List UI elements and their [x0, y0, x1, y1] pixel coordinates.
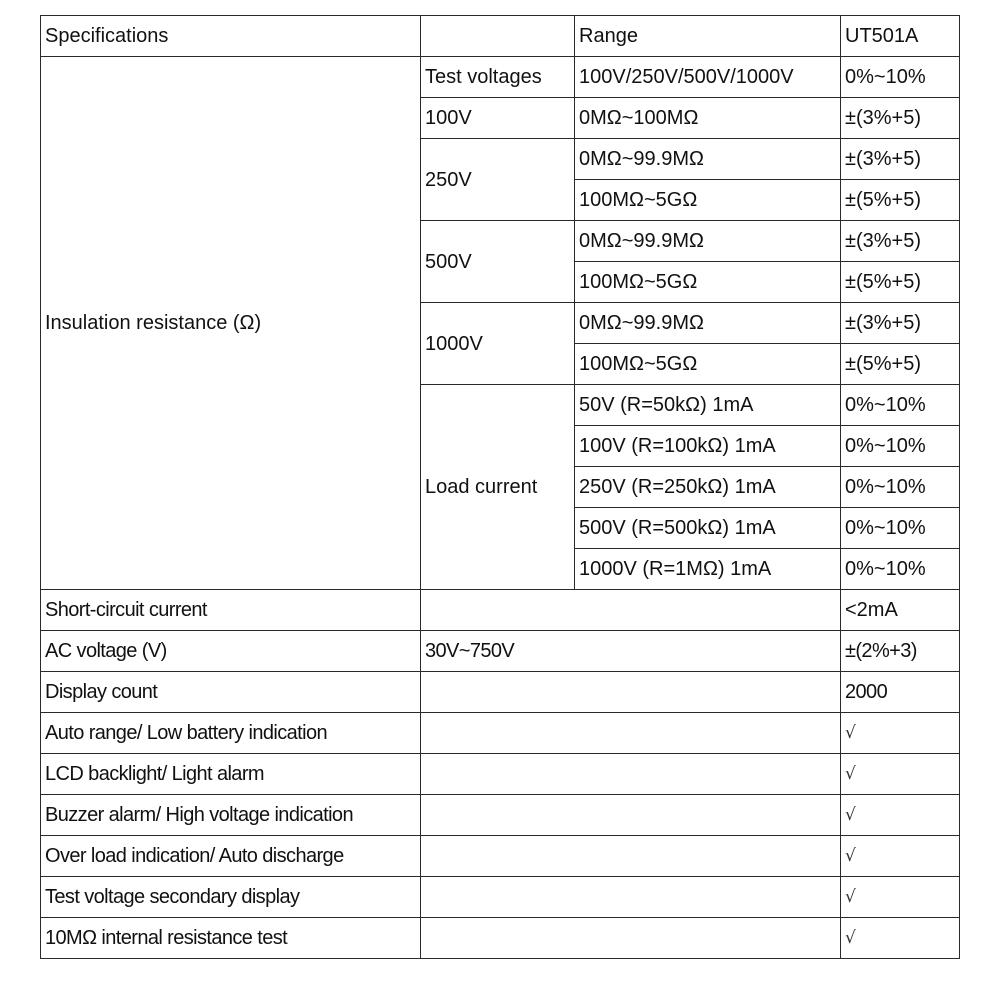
check-mark-icon: √ [841, 754, 960, 795]
accuracy-cell: ±(5%+5) [841, 262, 960, 303]
range-cell [421, 754, 841, 795]
value-cell: 0%~10% [841, 385, 960, 426]
voltage-group-label: 500V [421, 221, 575, 303]
check-mark-icon: √ [841, 836, 960, 877]
range-cell: 0MΩ~99.9MΩ [575, 221, 841, 262]
accuracy-cell: ±(3%+5) [841, 303, 960, 344]
range-cell [421, 590, 841, 631]
spec-label: Buzzer alarm/ High voltage indication [41, 795, 421, 836]
range-cell: 30V~750V [421, 631, 841, 672]
header-blank [421, 16, 575, 57]
load-current-label: Load current [421, 385, 575, 590]
voltage-group-label: 1000V [421, 303, 575, 385]
range-cell: 100V (R=100kΩ) 1mA [575, 426, 841, 467]
spec-label: AC voltage (V) [41, 631, 421, 672]
table-row [41, 713, 960, 754]
table-row [41, 590, 960, 631]
range-cell [421, 836, 841, 877]
spec-label: LCD backlight/ Light alarm [41, 754, 421, 795]
table-row [41, 877, 960, 918]
accuracy-cell: ±(3%+5) [841, 98, 960, 139]
header-specifications: Specifications [41, 16, 421, 57]
voltage-group-label: 100V [421, 98, 575, 139]
spec-label: Over load indication/ Auto discharge [41, 836, 421, 877]
range-cell: 50V (R=50kΩ) 1mA [575, 385, 841, 426]
specifications-table [40, 15, 960, 959]
table-row [41, 795, 960, 836]
header-range: Range [575, 16, 841, 57]
accuracy-cell: ±(5%+5) [841, 344, 960, 385]
table-row [41, 836, 960, 877]
spec-label: Short-circuit current [41, 590, 421, 631]
table-row [41, 672, 960, 713]
value-cell: ±(2%+3) [841, 631, 960, 672]
range-cell [421, 877, 841, 918]
value-cell: 0%~10% [841, 426, 960, 467]
range-cell [421, 672, 841, 713]
range-cell [421, 713, 841, 754]
voltage-group-label: 250V [421, 139, 575, 221]
spec-label: Auto range/ Low battery indication [41, 713, 421, 754]
range-cell: 100MΩ~5GΩ [575, 344, 841, 385]
range-cell: 1000V (R=1MΩ) 1mA [575, 549, 841, 590]
range-cell: 500V (R=500kΩ) 1mA [575, 508, 841, 549]
header-model: UT501A [841, 16, 960, 57]
table-row [41, 918, 960, 959]
value-cell: 0%~10% [841, 467, 960, 508]
table-row [41, 754, 960, 795]
value-cell: <2mA [841, 590, 960, 631]
table-row [41, 57, 960, 98]
check-mark-icon: √ [841, 713, 960, 754]
spec-label: 10MΩ internal resistance test [41, 918, 421, 959]
test-voltages-range: 100V/250V/500V/1000V [575, 57, 841, 98]
test-voltages-value: 0%~10% [841, 57, 960, 98]
header-row [41, 16, 960, 57]
range-cell: 0MΩ~100MΩ [575, 98, 841, 139]
spec-label: Test voltage secondary display [41, 877, 421, 918]
range-cell: 0MΩ~99.9MΩ [575, 303, 841, 344]
value-cell: 0%~10% [841, 549, 960, 590]
accuracy-cell: ±(5%+5) [841, 180, 960, 221]
insulation-resistance-label: Insulation resistance (Ω) [41, 57, 421, 590]
check-mark-icon: √ [841, 918, 960, 959]
range-cell: 250V (R=250kΩ) 1mA [575, 467, 841, 508]
check-mark-icon: √ [841, 795, 960, 836]
range-cell: 0MΩ~99.9MΩ [575, 139, 841, 180]
value-cell: 2000 [841, 672, 960, 713]
table-row [41, 631, 960, 672]
range-cell: 100MΩ~5GΩ [575, 180, 841, 221]
accuracy-cell: ±(3%+5) [841, 221, 960, 262]
check-mark-icon: √ [841, 877, 960, 918]
range-cell [421, 918, 841, 959]
range-cell [421, 795, 841, 836]
test-voltages-label: Test voltages [421, 57, 575, 98]
spec-label: Display count [41, 672, 421, 713]
range-cell: 100MΩ~5GΩ [575, 262, 841, 303]
value-cell: 0%~10% [841, 508, 960, 549]
accuracy-cell: ±(3%+5) [841, 139, 960, 180]
